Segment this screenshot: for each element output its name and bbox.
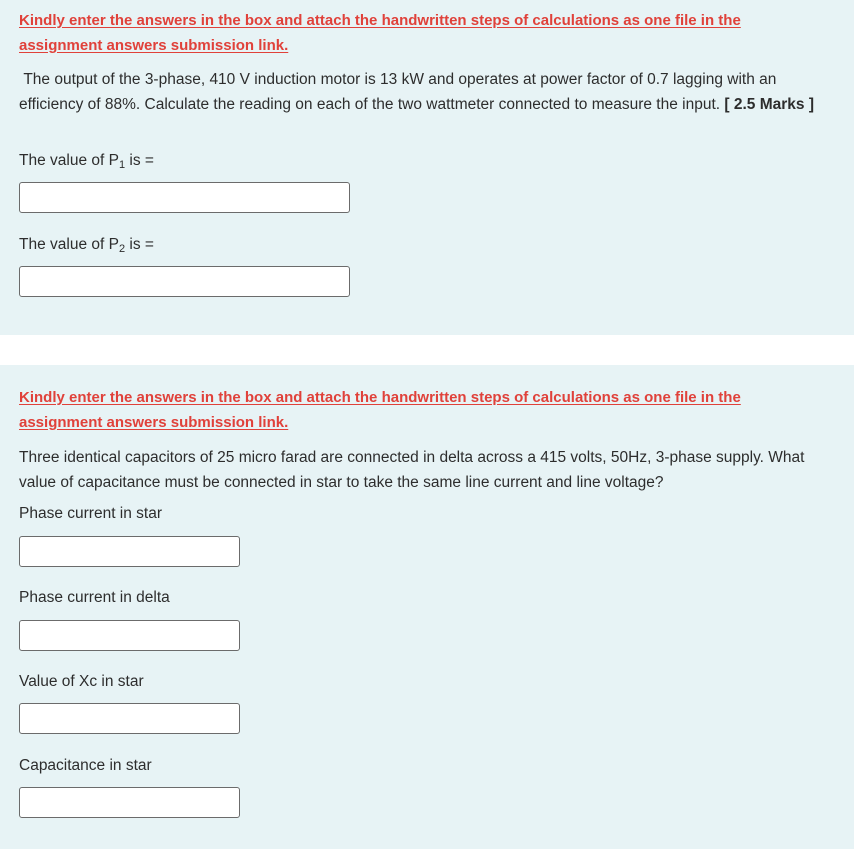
instruction-text: Kindly enter the answers in the box and attach the handwritten steps of calculations as one file in the assignment answers submission link. [19, 389, 741, 431]
phase-current-delta-label: Phase current in delta [19, 589, 170, 606]
question-card-1 [0, 0, 854, 335]
phase-current-delta-input[interactable] [19, 620, 240, 651]
phase-current-star-label: Phase current in star [19, 505, 163, 522]
instruction-text: Kindly enter the answers in the box and attach the handwritten steps of calculations as one file in the assignment answers submission link. [19, 12, 741, 54]
question-text: Three identical capacitors of 25 micro farad are connected in delta across a 415 volts, 50Hz, 3-phase supply. What value of capacitance must be connected in star to take the same line current and line voltage? [19, 449, 805, 491]
p1-answer-input[interactable] [19, 182, 350, 213]
question-body: The output of the 3-phase, 410 V induction motor is 13 kW and operates at power factor of 0.7 lagging with an efficiency of 88%. Calculate the reading on each of the two wattmeter connected to measure the input. [19, 71, 777, 113]
xc-star-input[interactable] [19, 703, 240, 734]
p2-label: The value of $P_2$ is = [19, 236, 154, 255]
marks-label: [ 2.5 Marks ] [724, 96, 815, 113]
capacitance-star-input[interactable] [19, 787, 240, 818]
question-text [19, 67, 834, 117]
p2-answer-input[interactable] [19, 266, 350, 297]
question-card-2 [0, 365, 854, 849]
phase-current-star-input[interactable] [19, 536, 240, 567]
capacitance-star-label: Capacitance in star [19, 757, 152, 774]
p1-label: The value of $P_1$ is = [19, 152, 154, 171]
xc-star-label: Value of Xc in star [19, 673, 144, 690]
